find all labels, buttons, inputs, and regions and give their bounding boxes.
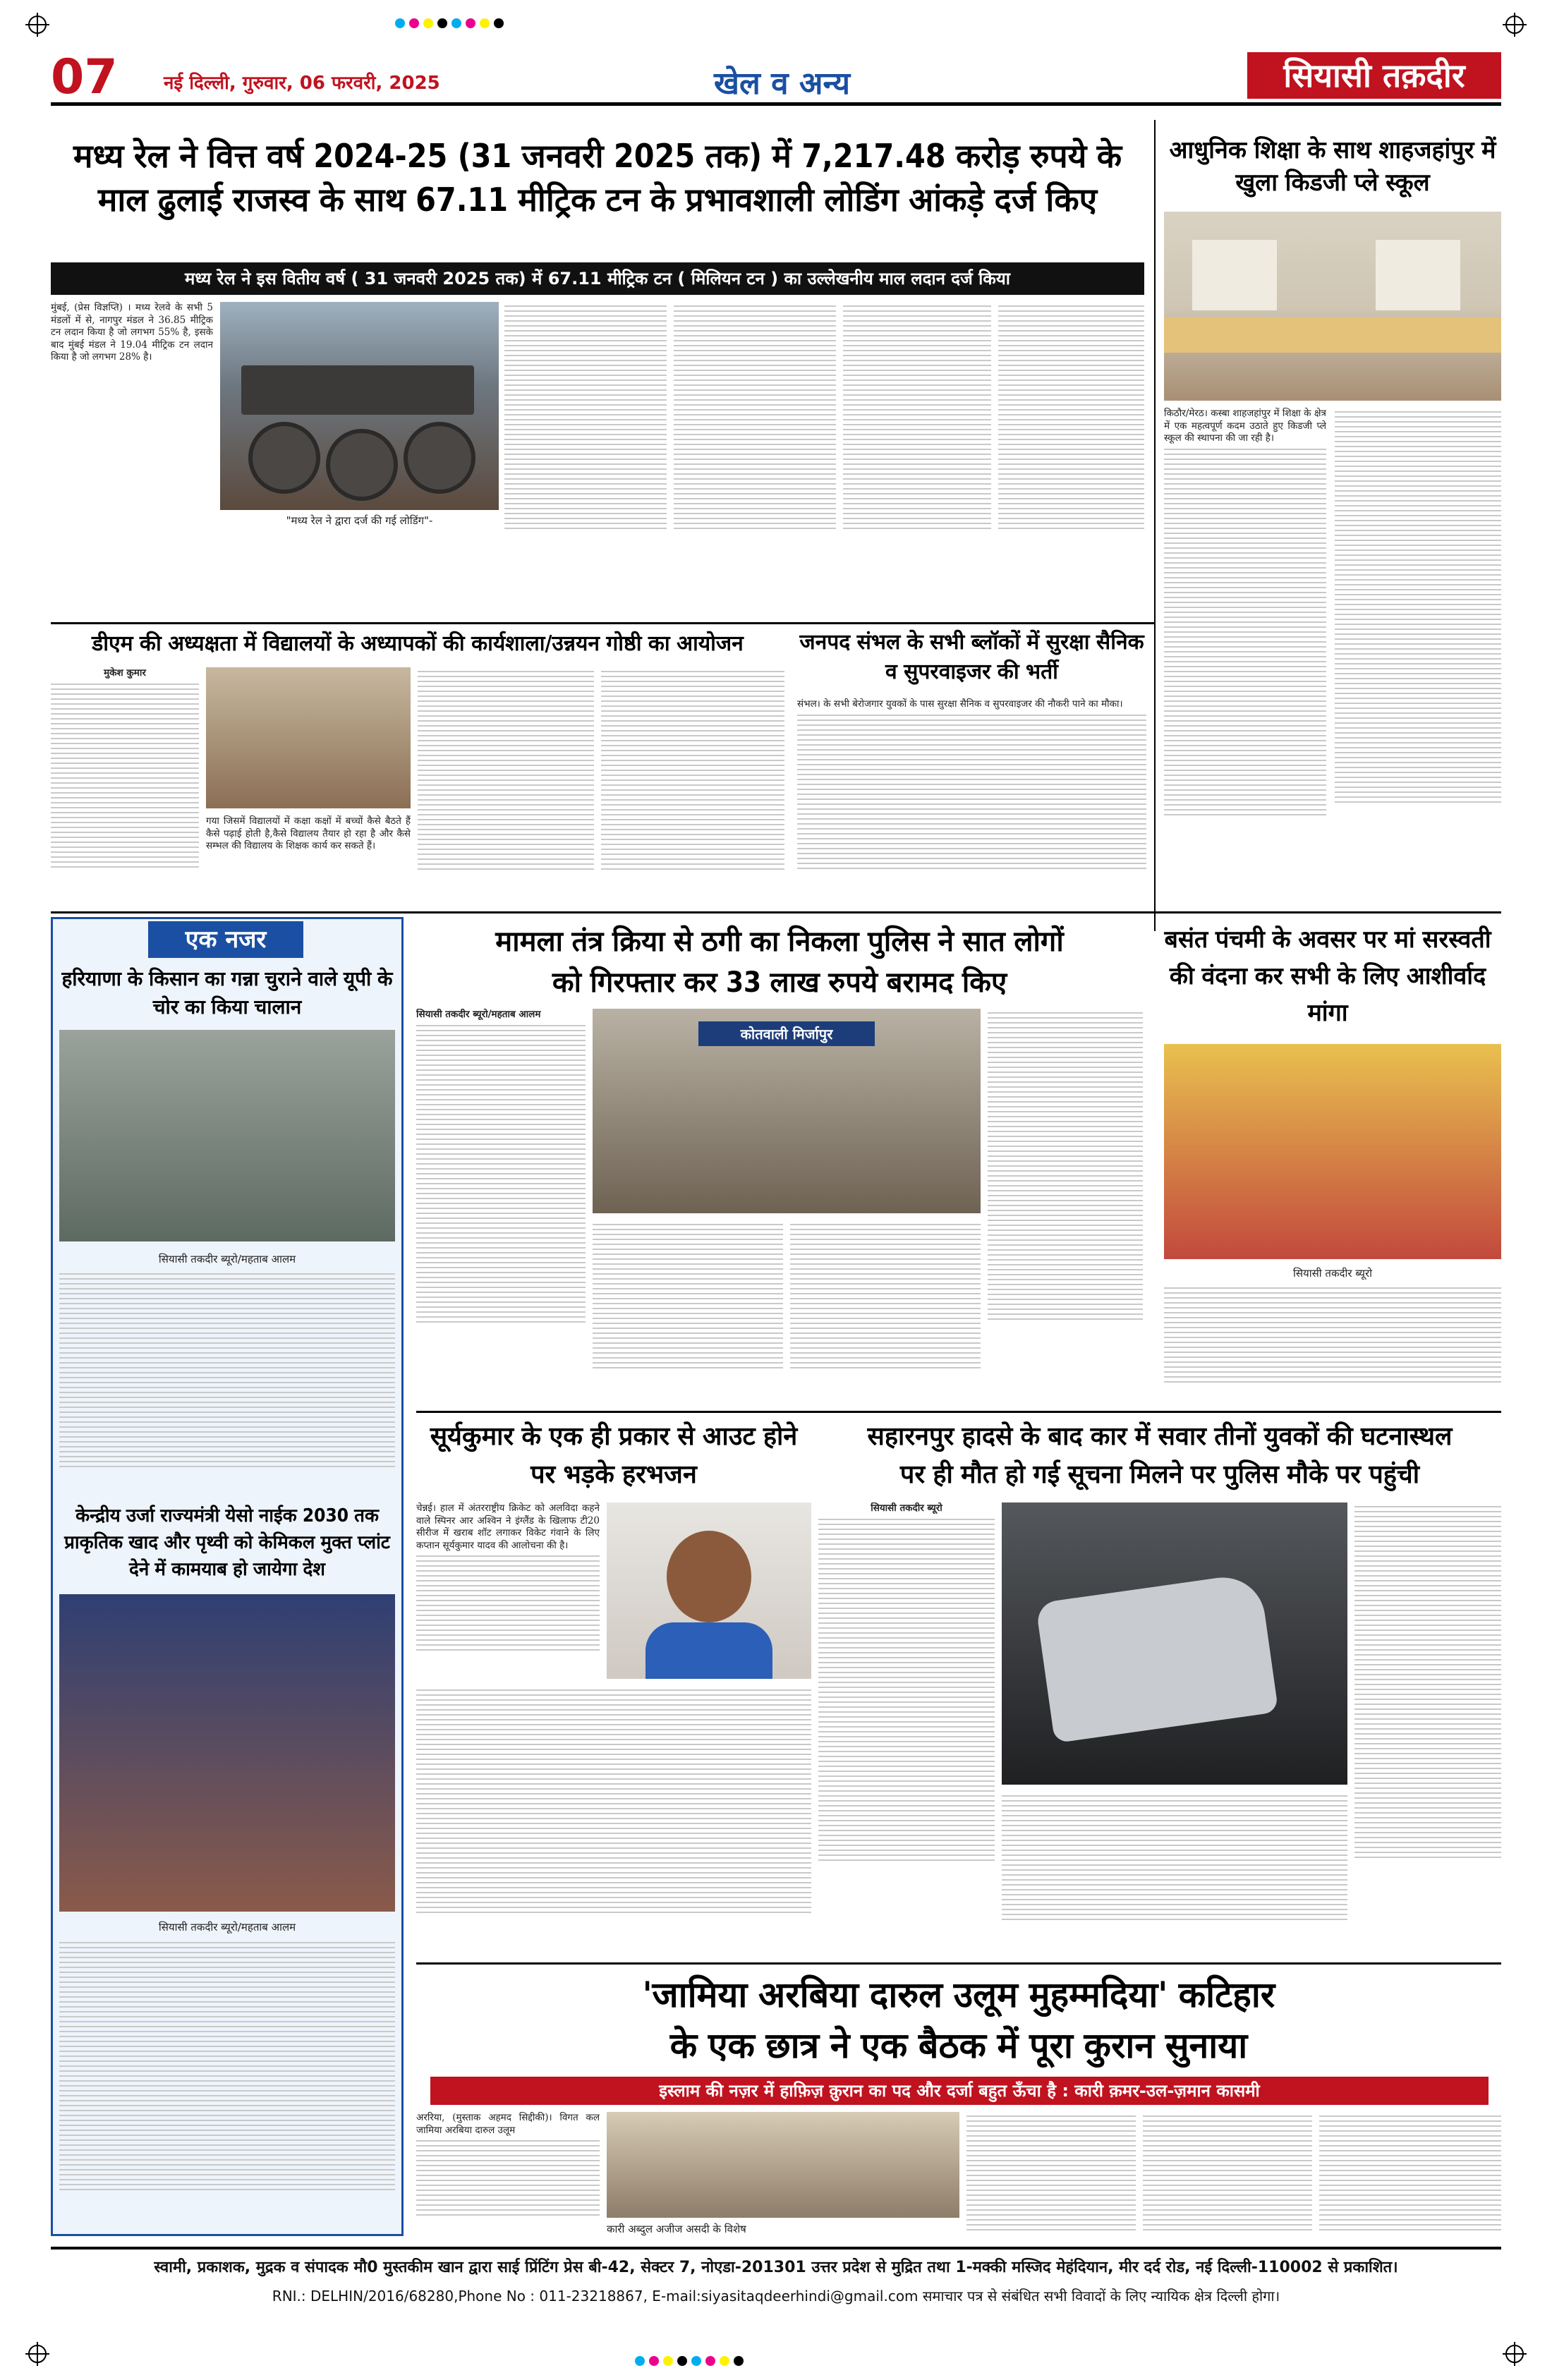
police-text-4 — [988, 1009, 1143, 1404]
accident-text-3 — [1354, 1502, 1501, 1954]
ek-nazar-label: एक नजर — [148, 921, 303, 958]
quran-text-1: अररिया, (मुस्ताक अहमद सिद्दीकी)। विगत कल जामिया अरबिया दारुल उलूम — [416, 2112, 600, 2239]
lead-subhead: मध्य रेल ने इस वितीय वर्ष ( 31 जनवरी 2025 तक) में 67.11 मीट्रिक टन ( मिलियन टन ) का उल्लेखनीय माल लदान दर्ज किया — [51, 262, 1144, 295]
quran-text-3 — [1143, 2112, 1312, 2239]
quran-headline-line-1: 'जामिया अरबिया दारुल उलूम मुहम्मदिया' कटिहार — [642, 1974, 1275, 2015]
energy-photo — [59, 1594, 395, 1912]
accident-text-2 — [1002, 1792, 1347, 1954]
workshop-byline: मुकेश कुमार — [104, 667, 146, 679]
lead-headline-line-2: माल ढुलाई राजस्व के साथ 67.11 मीट्रिक टन के प्रभावशाली लोडिंग आंकड़े दर्ज किए — [97, 181, 1098, 219]
color-bar-top — [395, 18, 504, 28]
basant-photo — [1164, 1044, 1501, 1259]
ek-nazar-text — [59, 1270, 395, 1495]
police-headline-line-1: मामला तंत्र क्रिया से ठगी का निकला पुलिस ने सात लोगों — [495, 925, 1064, 958]
workshop-headline: डीएम की अध्यक्षता में विद्यालयों के अध्यापकों की कार्यशाला/उन्नयन गोष्ठी का आयोजन — [92, 631, 744, 656]
police-text-2 — [593, 1220, 783, 1404]
workshop-photo — [206, 667, 411, 808]
accident-headline-line-2: पर ही मौत हो गई सूचना मिलने पर पुलिस मौके पर पहुंची — [899, 1460, 1420, 1489]
quran-headline-line-2: के एक छात्र ने एक बैठक में पूरा कुरान सुनाया — [669, 2025, 1248, 2066]
police-text-1 — [416, 1009, 586, 1404]
recruitment-text: संभल। के सभी बेरोजगार युवकों के पास सुरक्षा सैनिक व सुपरवाइजर की नौकरी पाने का मौका। — [797, 698, 1146, 900]
ek-nazar-headline: हरियाणा के किसान का गन्ना चुराने वाले यूपी के चोर का किया चालान — [61, 967, 393, 1019]
police-byline: सियासी तकदीर ब्यूरो/महताब आलम — [416, 1009, 541, 1020]
police-headline — [416, 921, 1143, 1003]
workshop-text-3 — [601, 667, 784, 900]
workshop-text-1 — [51, 667, 199, 900]
masthead — [51, 48, 1501, 106]
accident-headline-line-1: सहारनपुर हादसे के बाद कार में सवार तीनों युवकों की घटनास्थल — [867, 1422, 1453, 1451]
police-photo — [593, 1009, 981, 1213]
lead-text-column-2 — [504, 302, 667, 563]
police-text-3 — [790, 1220, 981, 1404]
energy-text — [59, 1938, 395, 2228]
cricket-text-2 — [416, 1686, 811, 1954]
quran-headline — [416, 1969, 1501, 2071]
recruitment-headline: जनपद संभल के सभी ब्लॉकों में सुरक्षा सैनिक व सुपरवाइजर की भर्ती — [799, 630, 1144, 684]
cricket-text-1: चेन्नई। हाल में अंतरराष्ट्रीय क्रिकेट को अलविदा कहने वाले स्पिनर आर अश्विन ने इंग्लैंड के खिलाफ टी20 सीरीज में खराब शॉट लगाकर विकेट गंवाने के लिए कप्तान सूर्यकुमार यादव की आलोचना की है। — [416, 1502, 600, 1679]
section-rule-4 — [416, 1962, 1501, 1965]
footer-rule — [51, 2247, 1501, 2250]
kidzee-text-right — [1335, 408, 1501, 901]
lead-text-column-4 — [843, 302, 991, 563]
section-rule-2 — [51, 911, 1501, 913]
section-rule-1 — [51, 622, 1154, 624]
police-station-sign: कोतवाली मिर्जापुर — [698, 1021, 875, 1046]
page-number: 07 — [51, 49, 118, 105]
section-title: खेल व अन्य — [714, 66, 851, 102]
column-rule-right — [1154, 120, 1156, 931]
police-headline-line-2: को गिरफ्तार कर 33 लाख रुपये बरामद किए — [552, 966, 1007, 999]
energy-byline: सियासी तकदीर ब्यूरो/महताब आलम — [158, 1921, 296, 1933]
quran-photo — [607, 2112, 959, 2218]
kidzee-photo-school — [1164, 212, 1501, 401]
registration-mark-top-left — [28, 16, 47, 34]
lead-text-column-5 — [998, 302, 1144, 563]
quran-text-2 — [966, 2112, 1136, 2239]
quran-photo-caption: कारी अब्दुल अजीज असदी के विशेष — [607, 2223, 746, 2235]
basant-text — [1164, 1284, 1501, 1404]
energy-headline: केन्द्रीय उर्जा राज्यमंत्री येसो नाईक 2030 तक प्राकृतिक खाद और पृथ्वी को केमिकल मुक्त प्लांट देने में कामयाब हो जायेगा देश — [64, 1505, 390, 1580]
workshop-caption: गया जिसमें विद्यालयों में कक्षा कक्षों में बच्चों कैसे बैठते हैं कैसे पढ़ाई होती है,कैसे विद्यालय तैयार हो रहा है और कैसे सम्भल की विद्यालय के शिक्षक कार्य कर सकते हैं। — [206, 815, 411, 851]
cricket-photo — [607, 1502, 811, 1679]
dateline: नई दिल्ली, गुरुवार, 06 फरवरी, 2025 — [164, 73, 440, 94]
lead-photo-caption: "मध्य रेल ने द्वारा दर्ज की गई लोडिंग"- — [286, 514, 433, 527]
section-rule-3 — [416, 1411, 1501, 1413]
paper-name: सियासी तक़दीर — [1247, 52, 1501, 99]
registration-mark-bottom-left — [28, 2345, 47, 2363]
kidzee-text-left: किठौर/मेरठ। कस्बा शाहजहांपुर में शिक्षा के क्षेत्र में एक महत्वपूर्ण कदम उठाते हुए किडजी प्ले स्कूल की स्थापना की जा रही है। — [1164, 408, 1326, 901]
accident-text-1 — [818, 1502, 995, 1954]
registration-mark-top-right — [1505, 16, 1524, 34]
lead-text-column-1: मुंबई, (प्रेस विज्ञप्ति) । मध्य रेलवे के सभी 5 मंडलों में से, नागपुर मंडल ने 36.85 मीट्रिक टन लदान किया है जो लगभग 55% है, इसके बाद मुंबई मंडल ने 19.04 मीट्रिक टन लदान किया है जो लगभग 28% है। — [51, 302, 213, 363]
accident-photo — [1002, 1502, 1347, 1785]
registration-mark-bottom-right — [1505, 2345, 1524, 2363]
ek-nazar-photo — [59, 1030, 395, 1241]
basant-headline: बसंत पंचमी के अवसर पर मां सरस्वती की वंदना कर सभी के लिए आशीर्वाद मांगा — [1164, 925, 1491, 1027]
lead-headline — [51, 134, 1144, 221]
basant-byline: सियासी तकदीर ब्यूरो — [1293, 1267, 1372, 1280]
accident-headline — [818, 1418, 1501, 1494]
cricket-headline: सूर्यकुमार के एक ही प्रकार से आउट होने पर भड़के हरभजन — [430, 1422, 798, 1489]
footer-rni: RNI.: DELHIN/2016/68280,Phone No : 011-23218867, E-mail:siyasitaqdeerhindi@gmail.com समाचार पत्र से संबंधित सभी विवादों के लिए न्यायिक क्षेत्र दिल्ली होगा। — [272, 2288, 1280, 2305]
accident-byline: सियासी तकदीर ब्यूरो — [871, 1502, 942, 1514]
quran-text-4 — [1319, 2112, 1501, 2239]
quran-subhead: इस्लाम की नज़र में हाफ़िज़ क़ुरान का पद और दर्जा बहुत ऊँचा है : कारी क़मर-उल-ज़मान कासमी — [430, 2077, 1489, 2105]
workshop-text-2 — [418, 667, 594, 900]
lead-photo-rail-wagons — [220, 302, 499, 510]
color-bar-bottom — [635, 2356, 744, 2366]
lead-text-column-3 — [674, 302, 836, 563]
footer-imprint: स्वामी, प्रकाशक, मुद्रक व संपादक मौ0 मुस्तकीम खान द्वारा साई प्रिंटिंग प्रेस बी-42, सेक्टर 7, नोएडा-201301 उत्तर प्रदेश से मुद्रित तथा 1-मक्की मस्जिद मेहंदियान, मीर दर्द रोड, नई दिल्ली-110002 से प्रकाशित। — [154, 2259, 1398, 2276]
kidzee-headline: आधुनिक शिक्षा के साथ शाहजहांपुर में खुला किडजी प्ले स्कूल — [1169, 136, 1496, 197]
ek-nazar-byline: सियासी तकदीर ब्यूरो/महताब आलम — [158, 1253, 296, 1265]
lead-headline-line-1: मध्य रेल ने वित्त वर्ष 2024-25 (31 जनवरी 2025 तक) में 7,217.48 करोड़ रुपये के — [73, 137, 1122, 175]
